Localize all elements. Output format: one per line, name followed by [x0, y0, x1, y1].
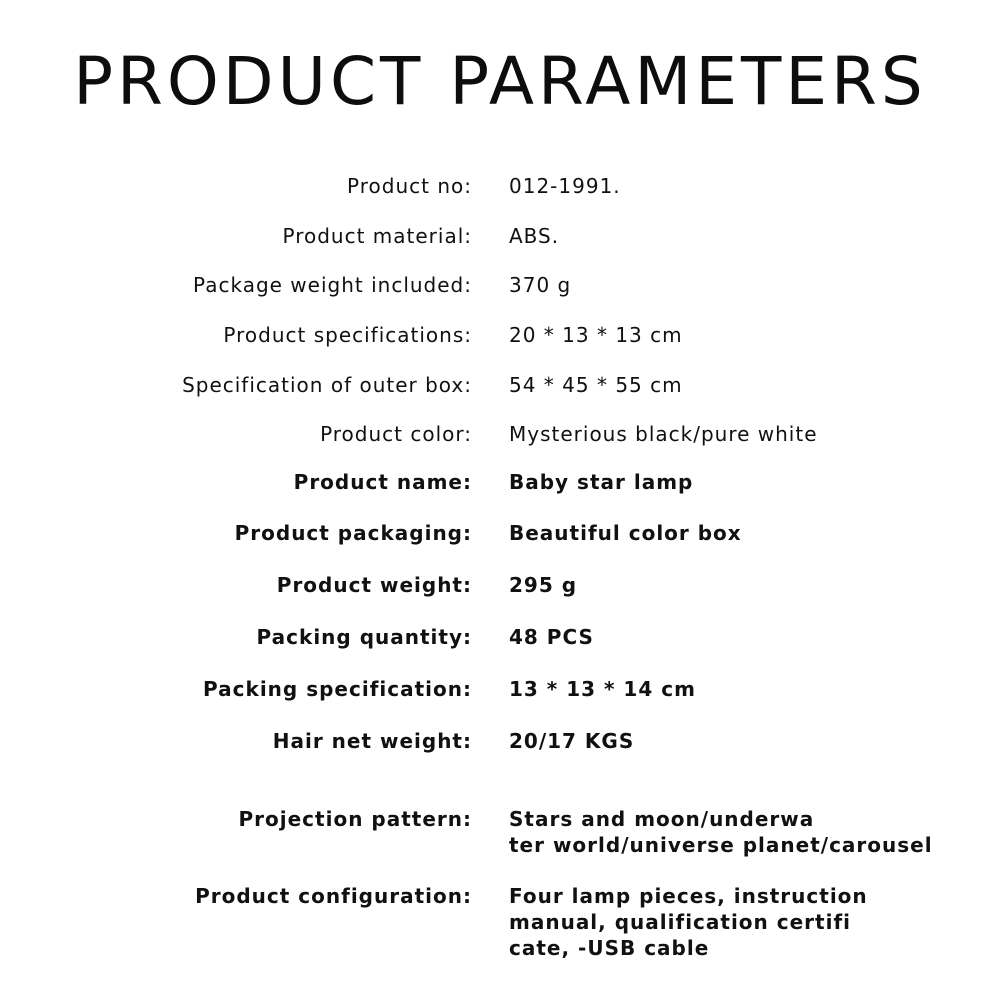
param-label: Product no:	[347, 174, 472, 198]
param-value: 48 PCS	[509, 625, 594, 649]
param-row-product-configuration	[0, 883, 1000, 960]
param-row-product-name	[0, 469, 1000, 499]
param-row-product-material	[0, 223, 1000, 253]
param-value: Mysterious black/pure white	[509, 422, 818, 446]
param-value: 295 g	[509, 573, 578, 597]
param-row-product-specifications	[0, 322, 1000, 352]
page-title: PRODUCT PARAMETERS	[73, 43, 927, 120]
param-row-product-weight	[0, 572, 1000, 602]
param-row-product-color	[0, 421, 1000, 451]
param-label: Product color:	[320, 422, 472, 446]
param-value: 20 * 13 * 13 cm	[509, 323, 683, 347]
param-label: Product material:	[282, 224, 472, 248]
param-value: Stars and moon/underwa ter world/universe planet/carousel	[509, 807, 933, 857]
param-value: Beautiful color box	[509, 521, 742, 545]
param-row-hair-net-weight	[0, 728, 1000, 758]
param-label: Product name:	[293, 470, 472, 494]
param-value: 012-1991.	[509, 174, 621, 198]
param-label: Projection pattern:	[238, 807, 472, 831]
param-value: Four lamp pieces, instruction manual, qualification certifi cate, -USB cable	[509, 884, 868, 960]
param-label: Hair net weight:	[272, 729, 472, 753]
param-label: Product packaging:	[234, 521, 472, 545]
param-value: 370 g	[509, 273, 572, 297]
param-label: Specification of outer box:	[182, 373, 472, 397]
param-row-package-weight	[0, 272, 1000, 302]
param-label: Product specifications:	[223, 323, 472, 347]
param-value: 20/17 KGS	[509, 729, 635, 753]
param-row-product-no	[0, 173, 1000, 203]
param-row-product-packaging	[0, 520, 1000, 550]
param-row-projection-pattern	[0, 806, 1000, 857]
param-row-packing-quantity	[0, 624, 1000, 654]
param-label: Product weight:	[276, 573, 472, 597]
param-value: ABS.	[509, 224, 560, 248]
param-value: Baby star lamp	[509, 470, 694, 494]
param-label: Packing quantity:	[256, 625, 472, 649]
param-label: Package weight included:	[193, 273, 472, 297]
param-value: 54 * 45 * 55 cm	[509, 373, 683, 397]
param-row-packing-specification	[0, 676, 1000, 706]
param-label: Packing specification:	[203, 677, 472, 701]
param-value: 13 * 13 * 14 cm	[509, 677, 696, 701]
param-label: Product configuration:	[195, 884, 472, 908]
param-row-outer-box	[0, 372, 1000, 402]
